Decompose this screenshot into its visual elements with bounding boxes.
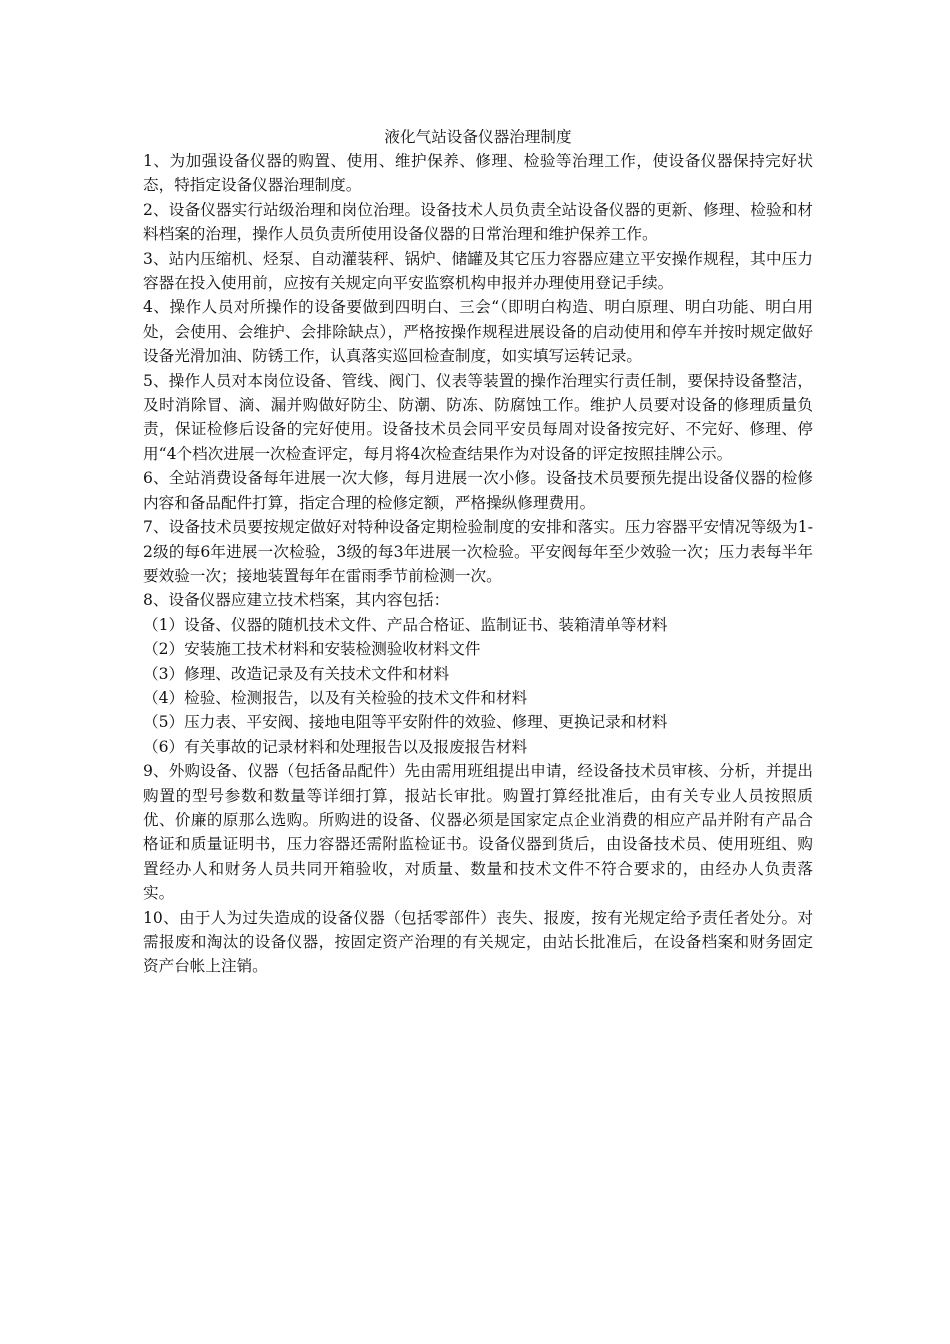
paragraph-6: 6、全站消费设备每年进展一次大修，每月进展一次小修。设备技术员要预先提出设备仪器的检修内容和备品配件打算，指定合理的检修定额，严格操纵修理费用。	[143, 469, 813, 512]
document-body	[143, 125, 813, 979]
list-item-6: （6）有关事故的记录材料和处理报告以及报废报告材料	[143, 737, 528, 756]
document-title: 液化气站设备仪器治理制度	[384, 128, 572, 146]
list-item-3: （3）修理、改造记录及有关技术文件和材料	[143, 664, 450, 683]
paragraph-7: 7、设备技术员要按规定做好对特种设备定期检验制度的安排和落实。压力容器平安情况等级为1-2级的每6年进展一次检验，3级的每3年进展一次检验。平安阀每年至少效验一次；压力表每半年要效验一次；接地装置每年在雷雨季节前检测一次。	[143, 518, 813, 585]
list-item-5: （5）压力表、平安阀、接地电阻等平安附件的效验、修理、更换记录和材料	[143, 713, 668, 732]
list-item-2: （2）安装施工技术材料和安装检测验收材料文件	[143, 640, 481, 659]
paragraph-8: 8、设备仪器应建立技术档案，其内容包括：	[143, 591, 450, 610]
list-item-4: （4）检验、检测报告，以及有关检验的技术文件和材料	[143, 688, 528, 707]
paragraph-9: 9、外购设备、仪器（包括备品配件）先由需用班组提出申请，经设备技术员审核、分析，并提出购置的型号参数和数量等详细打算，报站长审批。购置打算经批准后，由有关专业人员按照质优、价廉的原那么选购。所购进的设备、仪器必须是国家定点企业消费的相应产品并附有产品合格证和质量证明书，压力容器还需附监检证书。设备仪器到货后，由设备技术员、使用班组、购置经办人和财务人员共同开箱验收，对质量、数量和技术文件不符合要求的，由经办人负责落实。	[143, 762, 813, 903]
paragraph-2: 2、设备仪器实行站级治理和岗位治理。设备技术人员负责全站设备仪器的更新、修理、检验和材料档案的治理，操作人员负责所使用设备仪器的日常治理和维护保养工作。	[143, 200, 813, 244]
paragraph-4: 4、操作人员对所操作的设备要做到四明白、三会“（即明白构造、明白原理、明白功能、明白用处，会使用、会维护、会排除缺点），严格按操作规程进展设备的启动使用和停车并按时规定做好设备光滑加油、防锈工作，认真落实巡回检查制度，如实填写运转记录。	[143, 298, 813, 366]
paragraph-10: 10、由于人为过失造成的设备仪器（包括零部件）丧失、报废，按有光规定给予责任者处分。对需报废和淘汰的设备仪器，按固定资产治理的有关规定，由站长批准后，在设备档案和财务固定资产台帐上注销。	[143, 908, 813, 976]
list-item-1: （1）设备、仪器的随机技术文件、产品合格证、监制证书、装箱清单等材料	[143, 615, 668, 634]
paragraph-5: 5、操作人员对本岗位设备、管线、阀门、仪表等装置的操作治理实行责任制，要保持设备整洁，及时消除冒、滴、漏并购做好防尘、防潮、防冻、防腐蚀工作。维护人员要对设备的修理质量负责，保证检修后设备的完好使用。设备技术员会同平安员每周对设备按完好、不完好、修理、停用“4个档次进展一次检查评定，每月将4次检查结果作为对设备的评定按照挂牌公示。	[143, 371, 813, 463]
paragraph-3: 3、站内压缩机、烃泵、自动灌装秤、锅炉、储罐及其它压力容器应建立平安操作规程，其中压力容器在投入使用前，应按有关规定向平安监察机构申报并办理使用登记手续。	[143, 249, 813, 293]
paragraph-1: 1、为加强设备仪器的购置、使用、维护保养、修理、检验等治理工作，使设备仪器保持完好状态，特指定设备仪器治理制度。	[143, 152, 813, 195]
